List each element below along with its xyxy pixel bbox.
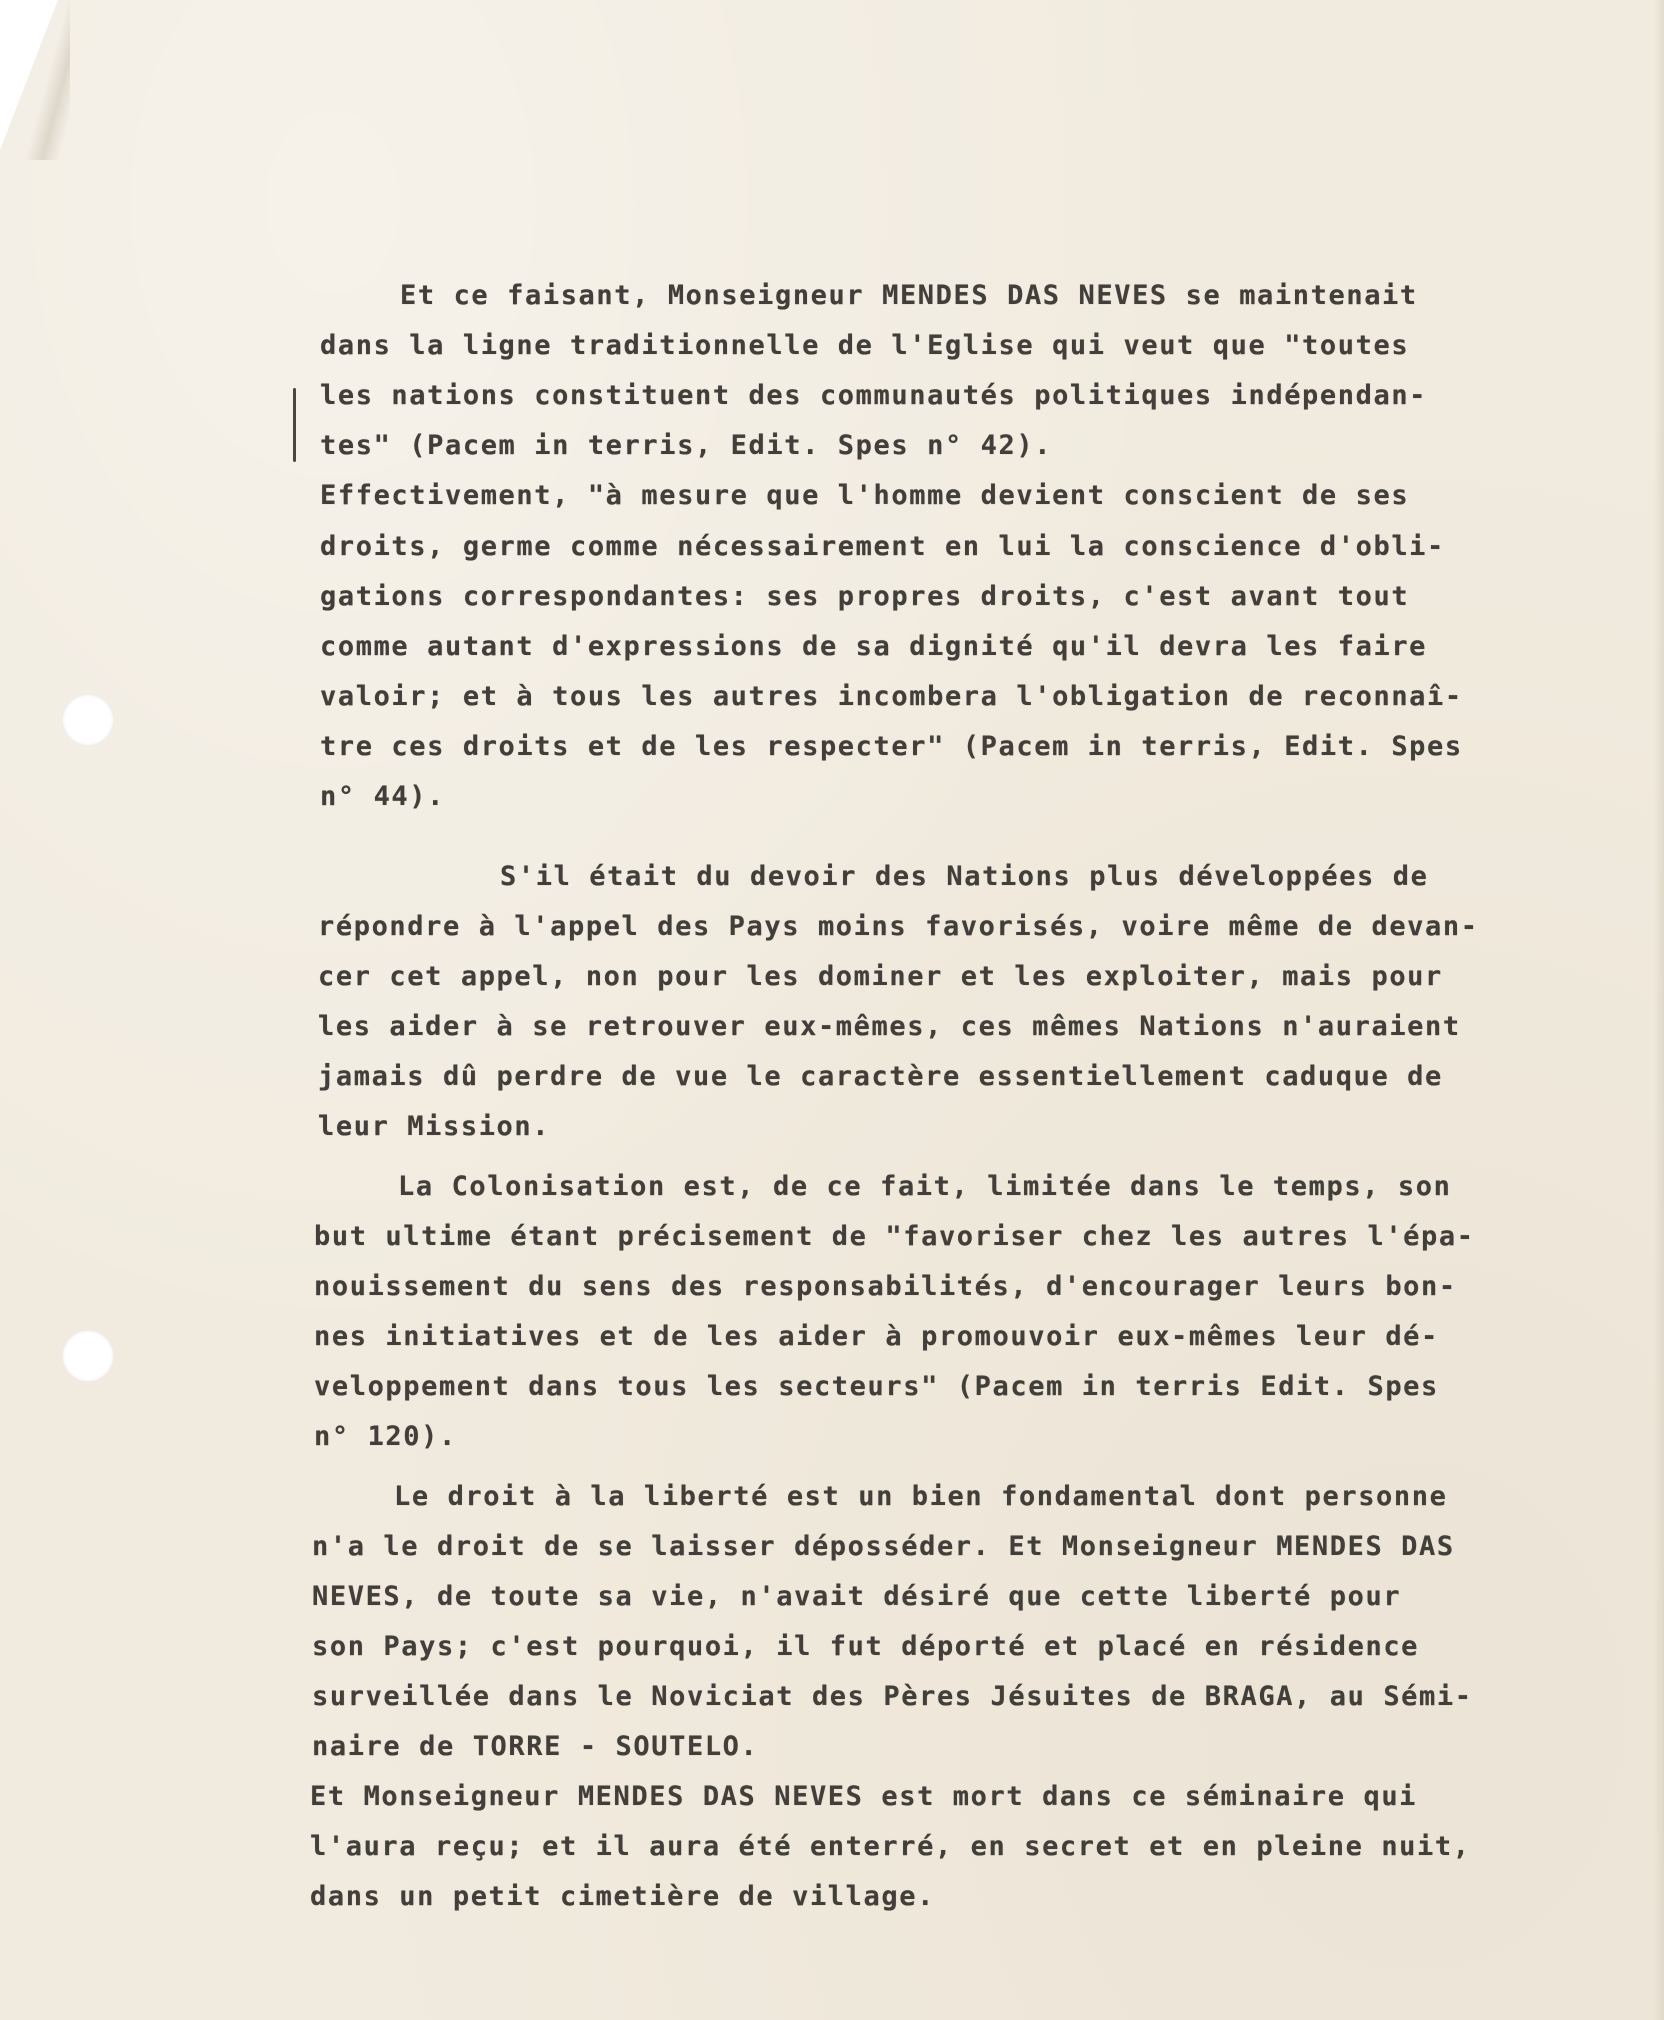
text-line: naire de TORRE - SOUTELO. bbox=[312, 1731, 759, 1762]
text-line: Effectivement, "à mesure que l'homme devient conscient de ses bbox=[320, 480, 1410, 511]
text-line: n° 44). bbox=[320, 781, 445, 812]
text-line: NEVES, de toute sa vie, n'avait désiré que cette liberté pour bbox=[312, 1581, 1402, 1612]
text-line: cer cet appel, non pour les dominer et les exploiter, mais pour bbox=[318, 961, 1443, 992]
punch-hole-bottom bbox=[62, 1330, 114, 1382]
text-line: dans un petit cimetière de village. bbox=[310, 1881, 935, 1912]
text-line: tre ces droits et de les respecter" (Pacem in terris, Edit. Spes bbox=[320, 731, 1463, 762]
text-line: nes initiatives et de les aider à promouvoir eux-mêmes leur dé- bbox=[314, 1321, 1439, 1352]
text-line: but ultime étant précisement de "favoriser chez les autres l'épa- bbox=[314, 1221, 1475, 1252]
text-line: surveillée dans le Noviciat des Pères Jésuites de BRAGA, au Sémi- bbox=[312, 1681, 1473, 1712]
folded-corner bbox=[0, 0, 58, 150]
text-line: nouissement du sens des responsabilités, d'encourager leurs bon- bbox=[314, 1271, 1457, 1302]
text-line: S'il était du devoir des Nations plus développées de bbox=[500, 861, 1429, 892]
text-line: n'a le droit de se laisser déposséder. Et Monseigneur MENDES DAS bbox=[312, 1531, 1455, 1562]
punch-hole-top bbox=[62, 694, 114, 746]
text-line: répondre à l'appel des Pays moins favorisés, voire même de devan- bbox=[318, 911, 1479, 942]
text-line: les nations constituent des communautés politiques indépendan- bbox=[320, 380, 1428, 411]
text-line: droits, germe comme nécessairement en lui la conscience d'obli- bbox=[320, 531, 1445, 562]
text-line: gations correspondantes: ses propres droits, c'est avant tout bbox=[320, 581, 1410, 612]
text-line: comme autant d'expressions de sa dignité qu'il devra les faire bbox=[320, 631, 1428, 662]
text-line: l'aura reçu; et il aura été enterré, en secret et en pleine nuit, bbox=[310, 1831, 1471, 1862]
text-line: les aider à se retrouver eux-mêmes, ces mêmes Nations n'auraient bbox=[318, 1011, 1461, 1042]
text-line: son Pays; c'est pourquoi, il fut déporté et placé en résidence bbox=[312, 1631, 1420, 1662]
text-line: Et ce faisant, Monseigneur MENDES DAS NEVES se maintenait bbox=[400, 280, 1418, 311]
text-line: n° 120). bbox=[314, 1421, 457, 1452]
margin-correction-mark bbox=[293, 388, 296, 462]
text-line: Et Monseigneur MENDES DAS NEVES est mort dans ce séminaire qui bbox=[310, 1781, 1418, 1812]
text-line: valoir; et à tous les autres incombera l'obligation de reconnaî- bbox=[320, 681, 1463, 712]
page-right-edge bbox=[1654, 0, 1664, 2020]
text-line: Le droit à la liberté est un bien fondamental dont personne bbox=[394, 1481, 1448, 1512]
text-line: dans la ligne traditionnelle de l'Eglise qui veut que "toutes bbox=[320, 330, 1410, 361]
text-line: La Colonisation est, de ce fait, limitée dans le temps, son bbox=[398, 1171, 1452, 1202]
text-line: jamais dû perdre de vue le caractère essentiellement caduque de bbox=[318, 1061, 1443, 1092]
text-line: tes" (Pacem in terris, Edit. Spes n° 42). bbox=[320, 430, 1053, 461]
text-line: veloppement dans tous les secteurs" (Pacem in terris Edit. Spes bbox=[314, 1371, 1439, 1402]
text-line: leur Mission. bbox=[318, 1111, 551, 1142]
